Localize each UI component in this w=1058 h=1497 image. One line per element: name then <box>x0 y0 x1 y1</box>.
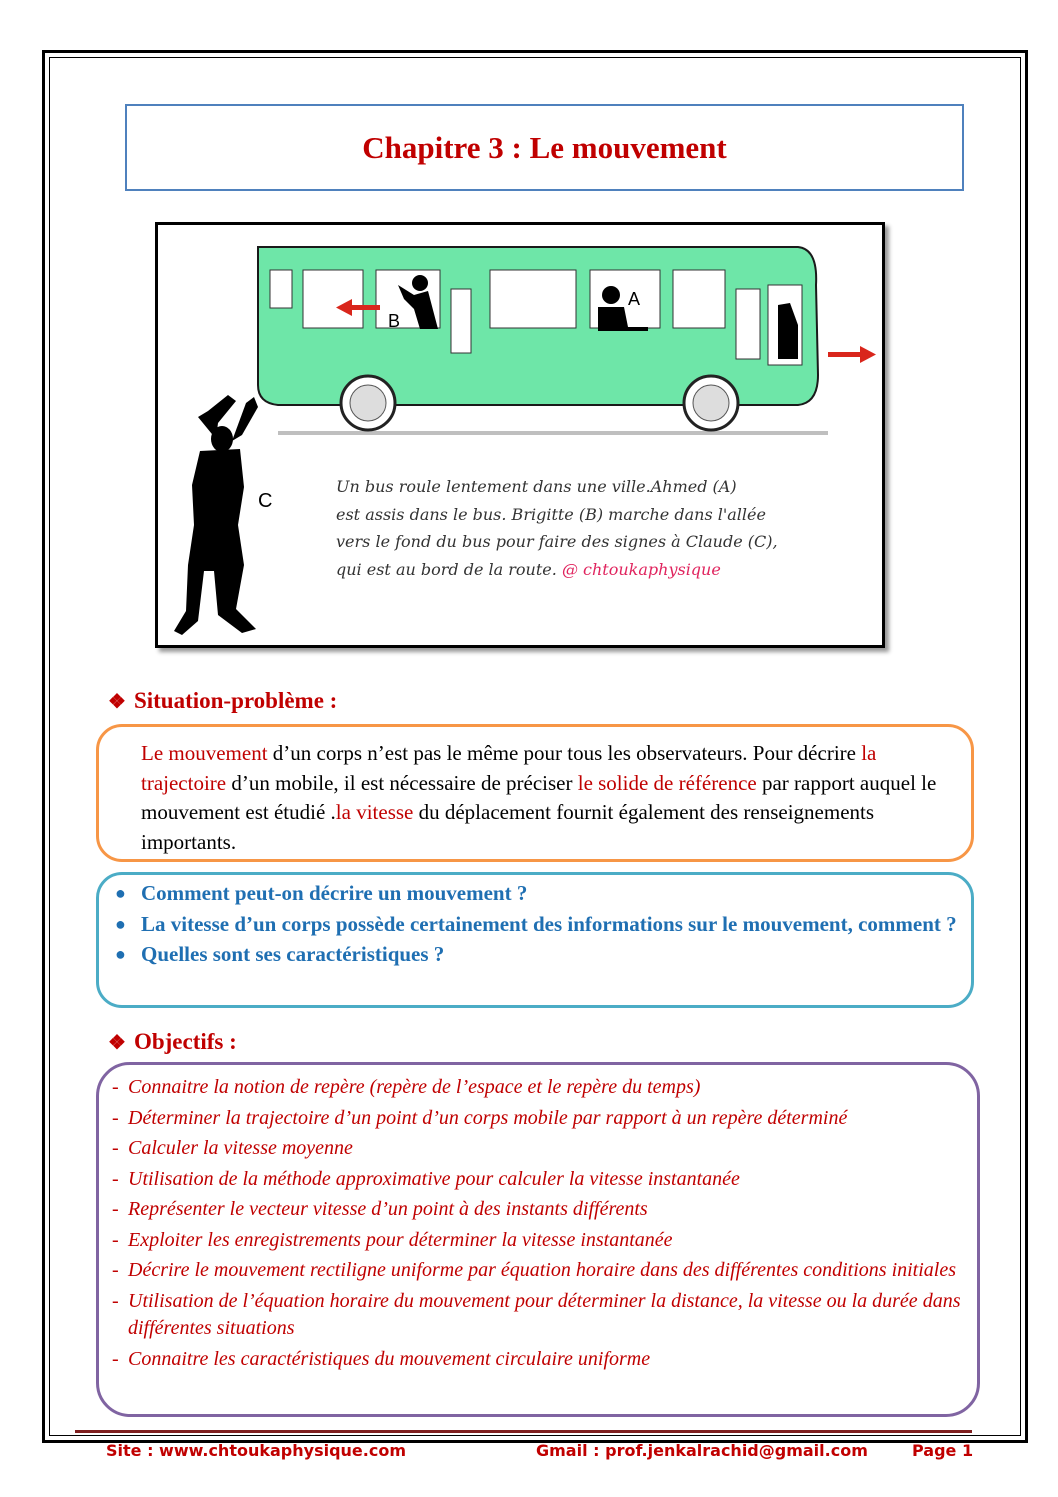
caption-line: vers le fond du bus pour faire des signes à Claude (C), <box>336 532 778 551</box>
highlighted-term: Le mouvement <box>141 741 268 765</box>
question-item <box>109 940 959 970</box>
bus-wheel-hub <box>693 385 729 421</box>
questions-box <box>96 872 974 1008</box>
paragraph-text: d’un mobile, il est nécessaire de préciser <box>226 770 578 795</box>
objectifs-list <box>112 1074 992 1376</box>
figure-caption <box>336 473 786 583</box>
objectif-item: - Exploiter les enregistrements pour déterminer la vitesse instantanée <box>112 1228 673 1251</box>
caption-line <box>336 556 786 584</box>
question-item <box>109 910 959 940</box>
question-text: Comment peut-on décrire un mouvement ? <box>141 881 528 905</box>
caption-last-line: qui est au bord de la route. <box>336 559 557 579</box>
objectif-text: Utilisation de l’équation horaire du mouvement pour déterminer la distance, la vitesse ou la durée dans différentes situations <box>128 1289 961 1339</box>
objectif-text: Exploiter les enregistrements pour déterminer la vitesse instantanée <box>128 1228 673 1251</box>
highlighted-term: la vitesse <box>335 800 414 824</box>
bus-window <box>270 270 292 308</box>
bus-wheel-hub <box>350 385 386 421</box>
bullet-dot-icon: ● <box>115 883 126 903</box>
footer-gmail[interactable]: Gmail : prof.jenkalrachid@gmail.com <box>536 1441 868 1460</box>
paragraph-text: par rapport auquel le mouvement est étudié . <box>141 770 937 824</box>
paragraph-text: du déplacement fournit également des renseignements importants. <box>141 800 875 854</box>
person-a-head <box>602 286 620 304</box>
objectif-item: - Représenter le vecteur vitesse d’un point à des instants différents <box>112 1198 648 1220</box>
bus-window <box>673 270 725 328</box>
situation-paragraph <box>141 739 961 857</box>
objectif-text: Calculer la vitesse moyenne <box>128 1137 353 1159</box>
footer-page-number: Page 1 <box>912 1441 974 1460</box>
question-item <box>109 879 959 909</box>
objectif-item: - Connaitre la notion de repère (repère de l’espace et le repère du temps) <box>112 1076 701 1098</box>
bus-door <box>736 289 760 359</box>
caption-line: est assis dans le bus. Brigitte (B) marche dans l'allée <box>336 504 766 524</box>
bullet-dot-icon: ● <box>115 913 126 934</box>
question-text: Quelles sont ses caractéristiques ? <box>141 942 445 966</box>
paragraph-text: d’un corps n’est pas le même pour tous les observateurs. Pour décrire <box>267 741 862 765</box>
question-text: La vitesse d’un corps possède certainement des informations sur le mouvement, comment ? <box>141 911 957 936</box>
objectif-text: Décrire le mouvement rectiligne uniforme par équation horaire dans des différentes conditions initiales <box>128 1259 957 1281</box>
situation-heading <box>108 688 337 714</box>
objectifs-heading-text: Objectifs : <box>133 1029 237 1054</box>
title-box <box>125 104 964 191</box>
label-a: A <box>628 289 641 309</box>
objectif-text: Déterminer la trajectoire d’un point d’un corps mobile par rapport à un repère déterminé <box>128 1106 848 1129</box>
diamond-bullet-icon: ❖ <box>108 691 126 713</box>
label-b: B <box>388 311 401 331</box>
objectif-item: - Déterminer la trajectoire d’un point d’un corps mobile par rapport à un repère déterminé <box>112 1106 848 1129</box>
diamond-bullet-icon: ❖ <box>108 1032 126 1054</box>
bus-door <box>451 289 471 353</box>
objectif-text: Représenter le vecteur vitesse d’un point à des instants différents <box>128 1198 648 1220</box>
highlighted-term: le solide de référence <box>577 770 757 795</box>
footer-divider <box>75 1430 972 1433</box>
objectif-item: - Utilisation de la méthode approximative pour calculer la vitesse instantanée <box>112 1167 740 1190</box>
label-c: C <box>258 490 273 512</box>
objectif-text: Utilisation de la méthode approximative pour calculer la vitesse instantanée <box>128 1167 740 1190</box>
page-title: Chapitre 3 : Le mouvement <box>362 129 727 165</box>
objectif-item: - Calculer la vitesse moyenne <box>112 1137 353 1159</box>
objectifs-heading <box>108 1029 237 1055</box>
caption-line: Un bus roule lentement dans une ville.Ahmed (A) <box>336 477 737 496</box>
person-b-head <box>412 275 428 291</box>
objectif-item: - Décrire le mouvement rectiligne uniforme par équation horaire dans des différentes conditions initiales <box>112 1259 957 1281</box>
questions-list <box>109 879 959 971</box>
right-arrow-icon <box>828 346 876 363</box>
bus-illustration <box>155 222 885 648</box>
caption-brand: @ chtoukaphysique <box>561 559 721 579</box>
bus-window <box>490 270 576 328</box>
bus-window <box>303 270 363 328</box>
objectif-text: Connaitre les caractéristiques du mouvement circulaire uniforme <box>128 1347 651 1370</box>
objectif-item: - Connaitre les caractéristiques du mouvement circulaire uniforme <box>112 1347 651 1370</box>
footer-site[interactable]: Site : www.chtoukaphysique.com <box>106 1441 406 1460</box>
bullet-dot-icon: ● <box>115 944 126 964</box>
person-c-silhouette <box>174 395 258 635</box>
situation-box <box>96 724 974 862</box>
objectif-text: Connaitre la notion de repère (repère de l’espace et le repère du temps) <box>128 1076 701 1098</box>
objectif-item: - Utilisation de l’équation horaire du mouvement pour déterminer la distance, la vitesse ou la durée dans différentes situations <box>112 1289 961 1339</box>
highlighted-term: la trajectoire <box>141 741 877 795</box>
situation-heading-text: Situation-problème : <box>133 688 338 713</box>
